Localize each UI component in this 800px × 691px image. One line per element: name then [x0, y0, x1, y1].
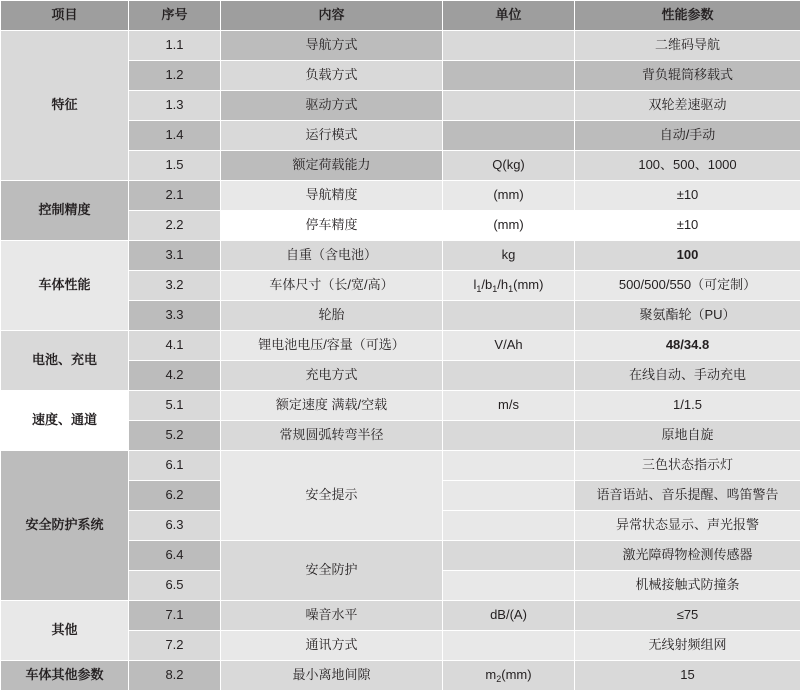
row-number: 2.1 — [129, 181, 221, 211]
row-number: 2.2 — [129, 211, 221, 241]
row-content: 充电方式 — [221, 361, 443, 391]
row-number: 4.1 — [129, 331, 221, 361]
row-unit — [443, 61, 575, 91]
row-content: 运行模式 — [221, 121, 443, 151]
table-row — [1, 661, 800, 691]
row-unit — [443, 421, 575, 451]
row-category: 其他 — [1, 601, 129, 661]
row-number: 6.5 — [129, 571, 221, 601]
row-unit — [443, 541, 575, 571]
row-category: 速度、通道 — [1, 391, 129, 451]
row-number: 6.4 — [129, 541, 221, 571]
row-value: 1/1.5 — [575, 391, 800, 421]
row-unit — [443, 631, 575, 661]
row-content: 安全防护 — [221, 541, 443, 601]
row-number: 6.3 — [129, 511, 221, 541]
row-category: 控制精度 — [1, 181, 129, 241]
row-number: 6.2 — [129, 481, 221, 511]
row-number: 1.1 — [129, 31, 221, 61]
row-value: 48/34.8 — [575, 331, 800, 361]
row-unit: (mm) — [443, 211, 575, 241]
row-category: 车体性能 — [1, 241, 129, 331]
row-category: 车体其他参数 — [1, 661, 129, 691]
column-header-item: 项目 — [1, 1, 129, 31]
row-number: 7.1 — [129, 601, 221, 631]
table-row — [1, 181, 800, 211]
row-content: 车体尺寸（长/宽/高） — [221, 271, 443, 301]
row-number: 7.2 — [129, 631, 221, 661]
column-header-unit: 单位 — [443, 1, 575, 31]
column-header-value: 性能参数 — [575, 1, 800, 31]
row-value: 激光障碍物检测传感器 — [575, 541, 800, 571]
row-content: 额定荷载能力 — [221, 151, 443, 181]
row-content: 额定速度 满载/空载 — [221, 391, 443, 421]
table-row — [1, 241, 800, 271]
row-unit: (mm) — [443, 181, 575, 211]
row-content: 导航方式 — [221, 31, 443, 61]
row-value: ±10 — [575, 211, 800, 241]
row-value: 异常状态显示、声光报警 — [575, 511, 800, 541]
row-unit — [443, 121, 575, 151]
row-value: 语音语站、音乐提醒、鸣笛警告 — [575, 481, 800, 511]
row-number: 3.2 — [129, 271, 221, 301]
row-content: 驱动方式 — [221, 91, 443, 121]
row-number: 4.2 — [129, 361, 221, 391]
row-value: ≤75 — [575, 601, 800, 631]
row-unit: V/Ah — [443, 331, 575, 361]
row-unit: dB/(A) — [443, 601, 575, 631]
table-row — [1, 31, 800, 61]
table-body — [1, 31, 800, 691]
row-content: 最小离地间隙 — [221, 661, 443, 691]
row-category: 安全防护系统 — [1, 451, 129, 601]
row-value: 三色状态指示灯 — [575, 451, 800, 481]
row-content: 负载方式 — [221, 61, 443, 91]
row-unit: m/s — [443, 391, 575, 421]
row-number: 1.5 — [129, 151, 221, 181]
row-unit — [443, 481, 575, 511]
row-number: 6.1 — [129, 451, 221, 481]
table-row — [1, 391, 800, 421]
row-number: 3.3 — [129, 301, 221, 331]
row-unit — [443, 511, 575, 541]
row-content: 锂电池电压/容量（可选） — [221, 331, 443, 361]
row-value: 背负辊筒移载式 — [575, 61, 800, 91]
row-unit — [443, 451, 575, 481]
table-row — [1, 331, 800, 361]
row-unit — [443, 91, 575, 121]
row-number: 1.3 — [129, 91, 221, 121]
row-category: 特征 — [1, 31, 129, 181]
row-value: 500/500/550（可定制） — [575, 271, 800, 301]
row-content: 通讯方式 — [221, 631, 443, 661]
row-content: 常规圆弧转弯半径 — [221, 421, 443, 451]
table-row — [1, 601, 800, 631]
row-number: 1.4 — [129, 121, 221, 151]
row-value: 自动/手动 — [575, 121, 800, 151]
row-value: 双轮差速驱动 — [575, 91, 800, 121]
row-content: 轮胎 — [221, 301, 443, 331]
row-value: 100、500、1000 — [575, 151, 800, 181]
row-unit — [443, 301, 575, 331]
column-header-content: 内容 — [221, 1, 443, 31]
row-value: 机械接触式防撞条 — [575, 571, 800, 601]
row-unit — [443, 571, 575, 601]
row-value: 原地自旋 — [575, 421, 800, 451]
row-value: 在线自动、手动充电 — [575, 361, 800, 391]
row-number: 8.2 — [129, 661, 221, 691]
row-value: ±10 — [575, 181, 800, 211]
row-content: 停车精度 — [221, 211, 443, 241]
row-value: 二维码导航 — [575, 31, 800, 61]
row-value: 聚氨酯轮（PU） — [575, 301, 800, 331]
row-content: 噪音水平 — [221, 601, 443, 631]
row-value: 15 — [575, 661, 800, 691]
row-unit — [443, 31, 575, 61]
row-content: 导航精度 — [221, 181, 443, 211]
row-category: 电池、充电 — [1, 331, 129, 391]
row-unit: $m_2(mm)$ — [443, 661, 575, 691]
row-number: 1.2 — [129, 61, 221, 91]
row-content: 自重（含电池） — [221, 241, 443, 271]
row-value: 无线射频组网 — [575, 631, 800, 661]
row-unit: Q(kg) — [443, 151, 575, 181]
column-header-no: 序号 — [129, 1, 221, 31]
row-unit: $l_1/b_1/h_1(mm)$ — [443, 271, 575, 301]
table-header — [1, 1, 800, 31]
row-value: 100 — [575, 241, 800, 271]
row-number: 3.1 — [129, 241, 221, 271]
table-header-row — [1, 1, 800, 31]
table-row — [1, 451, 800, 481]
row-number: 5.1 — [129, 391, 221, 421]
row-unit — [443, 361, 575, 391]
row-number: 5.2 — [129, 421, 221, 451]
row-unit: kg — [443, 241, 575, 271]
row-content: 安全提示 — [221, 451, 443, 541]
